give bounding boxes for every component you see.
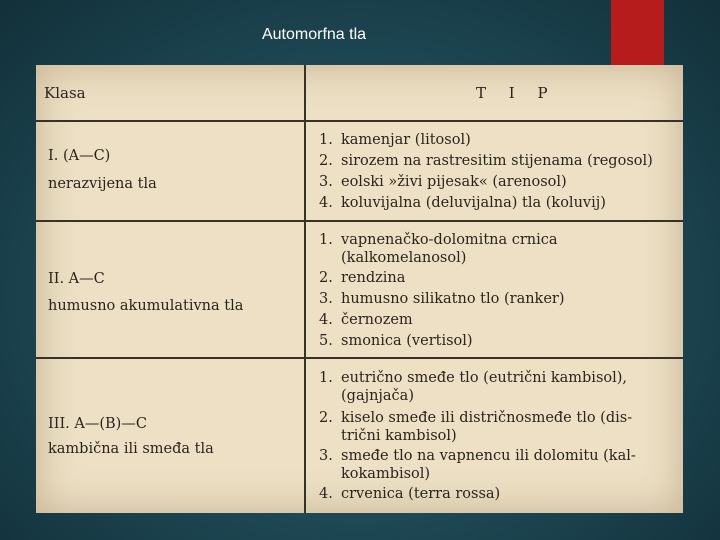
type-text: (kalkomelanosol)	[341, 250, 467, 266]
type-number: 1.	[319, 370, 333, 386]
type-text: koluvijalna (deluvijalna) tla (koluvij)	[341, 195, 606, 211]
type-number: 4.	[319, 486, 333, 502]
row-divider-2	[36, 357, 683, 359]
type-number: 2.	[319, 270, 333, 286]
type-number: 2.	[319, 153, 333, 169]
type-text: rendzina	[341, 270, 406, 286]
column-divider	[304, 65, 306, 513]
type-text: (gajnjača)	[341, 388, 414, 404]
class-2-name: humusno akumulativna tla	[48, 298, 244, 314]
type-text: eolski »živi pijesak« (arenosol)	[341, 174, 567, 190]
class-3-code: III. A—(B)—C	[48, 416, 147, 432]
type-number: 1.	[319, 132, 333, 148]
type-text: eutrično smeđe tlo (eutrični kambisol),	[341, 370, 628, 386]
class-1-name: nerazvijena tla	[48, 176, 157, 192]
type-text: vapnenačko-dolomitna crnica	[341, 232, 558, 248]
type-text: kamenjar (litosol)	[341, 132, 471, 148]
header-tip: T I P	[476, 84, 557, 102]
type-text: černozem	[341, 312, 413, 328]
accent-bar	[611, 0, 664, 68]
type-number: 3.	[319, 174, 333, 190]
type-text: crvenica (terra rossa)	[341, 486, 501, 502]
type-text: humusno silikatno tlo (ranker)	[341, 291, 565, 307]
class-2-code: II. A—C	[48, 271, 105, 287]
type-number: 3.	[319, 291, 333, 307]
type-number: 1.	[319, 232, 333, 248]
type-number: 3.	[319, 448, 333, 464]
type-text: trični kambisol)	[341, 428, 457, 444]
type-number: 4.	[319, 195, 333, 211]
row-divider-1	[36, 220, 683, 222]
type-number: 5.	[319, 333, 333, 349]
slide-title: Automorfna tla	[261, 26, 367, 43]
type-number: 4.	[319, 312, 333, 328]
type-text: smonica (vertisol)	[341, 333, 473, 349]
type-text: smeđe tlo na vapnencu ili dolomitu (kal-	[341, 448, 636, 464]
type-text: sirozem na rastresitim stijenama (regosol)	[341, 153, 653, 169]
type-text: kokambisol)	[341, 466, 431, 482]
type-text: kiselo smeđe ili distričnosmeđe tlo (dis-	[341, 410, 633, 426]
type-number: 2.	[319, 410, 333, 426]
header-klasa: Klasa	[44, 84, 86, 102]
class-3-name: kambična ili smeđa tla	[48, 441, 214, 457]
scanned-table	[36, 65, 683, 513]
header-divider	[36, 120, 683, 122]
class-1-code: I. (A—C)	[48, 148, 111, 164]
